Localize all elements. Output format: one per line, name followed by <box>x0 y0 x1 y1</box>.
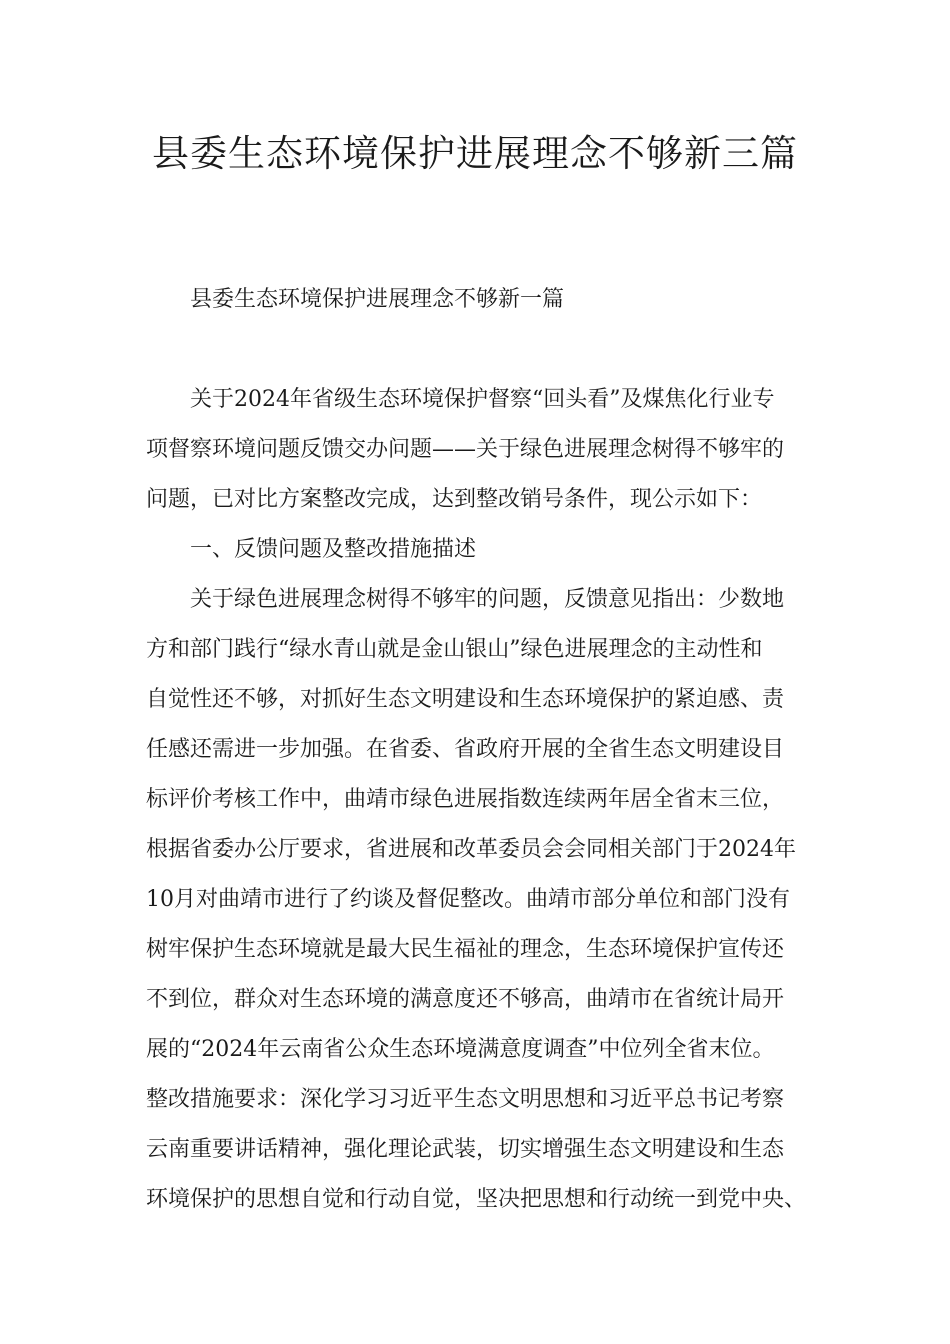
document-title: 县委生态环境保护进展理念不够新三篇 <box>152 132 798 175</box>
paragraph-line: 整改措施要求：深化学习习近平生态文明思想和习近平总书记考察 <box>146 1087 785 1112</box>
paragraph-line: 关于绿色进展理念树得不够牢的问题，反馈意见指出：少数地 <box>190 587 785 612</box>
paragraph-line: 项督察环境问题反馈交办问题——关于绿色进展理念树得不够牢的 <box>146 437 785 462</box>
paragraph-line: 自觉性还不够，对抓好生态文明建设和生态环境保护的紧迫感、责 <box>146 687 785 712</box>
paragraph-line: 云南重要讲话精神，强化理论武装，切实增强生态文明建设和生态 <box>146 1137 785 1162</box>
paragraph-line: 树牢保护生态环境就是最大民生福祉的理念，生态环境保护宣传还 <box>146 937 785 962</box>
paragraph-line: 10月对曲靖市进行了约谈及督促整改。曲靖市部分单位和部门没有 <box>146 887 790 912</box>
paragraph-line: 不到位，群众对生态环境的满意度还不够高，曲靖市在省统计局开 <box>146 987 785 1012</box>
paragraph-line: 展的“2024年云南省公众生态环境满意度调查”中位列全省末位。 <box>146 1037 775 1062</box>
document-subtitle: 县委生态环境保护进展理念不够新一篇 <box>190 287 565 312</box>
paragraph-line: 问题，已对比方案整改完成，达到整改销号条件，现公示如下： <box>146 487 763 512</box>
paragraph-line: 根据省委办公厅要求，省进展和改革委员会会同相关部门于2024年 <box>146 837 796 862</box>
body-text <box>146 380 810 1230</box>
paragraph-line: 任感还需进一步加强。在省委、省政府开展的全省生态文明建设目 <box>146 737 785 762</box>
paragraph-line: 关于2024年省级生态环境保护督察“回头看”及煤焦化行业专 <box>190 387 775 412</box>
paragraph-line: 方和部门践行“绿水青山就是金山银山”绿色进展理念的主动性和 <box>146 637 763 662</box>
paragraph-line: 环境保护的思想自觉和行动自觉，坚决把思想和行动统一到党中央、 <box>146 1187 807 1212</box>
paragraph-line: 标评价考核工作中，曲靖市绿色进展指数连续两年居全省末三位， <box>146 787 785 812</box>
section-heading: 一、反馈问题及整改措施描述 <box>190 537 477 562</box>
